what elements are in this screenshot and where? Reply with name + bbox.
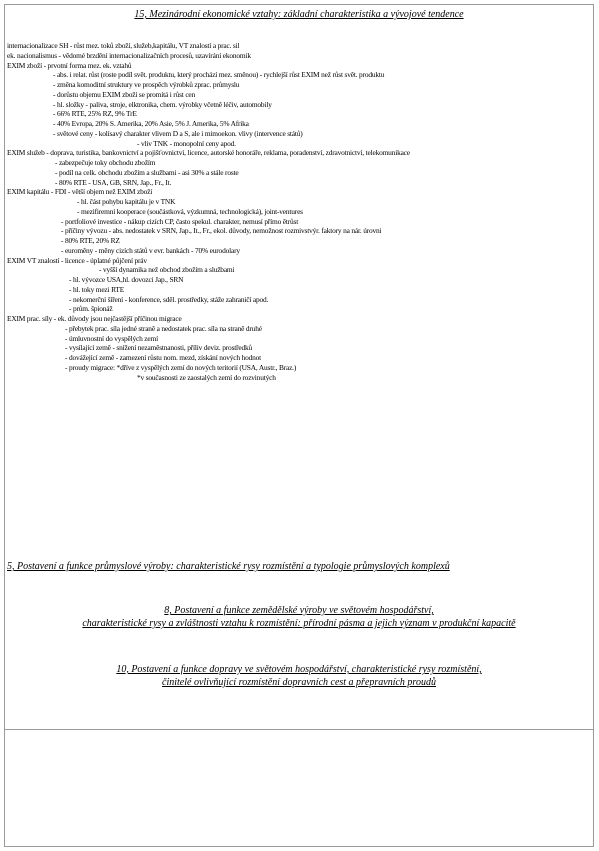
body-line: - 80% RTE, 20% RZ (61, 236, 120, 245)
body-line: - hl. vývozce USA,hl. dovozci Jap., SRN (69, 275, 184, 284)
section-15-title: 15, Mezinárodní ekonomické vztahy: základní charakteristika a vývojové tendence (134, 9, 464, 20)
body-line: - abs. i relat. růst (roste podíl svět. produktu, který prochází mez. směnou) - rychlejší růst EXIM než růst svět. produktu (53, 70, 385, 80)
body-line: EXIM zboží - prvotní forma mez. ek. vztahů (7, 60, 132, 70)
section-15-body (7, 41, 591, 382)
body-line: - prům. špionáž (69, 304, 113, 314)
section-5-title: 5, Postavení a funkce průmyslové výroby: charakteristické rysy rozmístění a typologie průmyslových komplexů (7, 561, 450, 572)
body-line: - portfoliové investice - nákup cizích CP, často spekul. charakter, nemusí přímo ětrůst (61, 216, 299, 226)
section-8-title-line-2: charakteristické rysy a zvláštnosti vztahu k rozmístění: přírodní pásma a jejich význam v produkční kapacitě (82, 618, 516, 629)
body-line: - hl. toky mezi RTE (69, 284, 125, 294)
body-line: - vyšší dynamika než obchod zbožím a službami (99, 265, 235, 275)
body-line: - přebytek prac. síla jedné straně a nedostatek prac. síla na straně druhé (65, 323, 262, 333)
section-8-title-line-1: 8, Postavení a funkce zemědělské výroby ve světovém hospodářství, (164, 605, 434, 616)
body-line: - 66% RTE, 25% RZ, 9% TrE (53, 109, 137, 119)
body-line: - mezifiremní kooperace (součástková, výzkumná, technologická), joint-ventures (77, 206, 303, 216)
body-line: - dorůstu objemu EXIM zboží se promítá i růst cen (53, 89, 196, 99)
body-line: - nekomerční šíření - konference, sděl. prostředky, stáže zahraničí apod. (69, 294, 269, 304)
body-line: - proudy migrace: *dříve z vyspělých zemí do nových teritorií (USA, Austr., Braz.) (65, 362, 297, 372)
body-line: - příčiny vývozu - abs. nedostatek v SRN, Jap., It., Fr., ekol. důvody, nemožnost rozmivstvýr. faktory na nár. úrovni (61, 226, 382, 236)
body-line: - změna komoditní struktury ve prospěch výrobků zprac. průmyslu (53, 80, 240, 89)
body-line: - vliv TNK - monopolní ceny apod. (137, 138, 236, 148)
body-line: - hl. část pohybu kapitálu je v TNK (77, 197, 176, 206)
body-line: - světové ceny - kolísavý charakter vlivem D a S, ale i mimoekon. vlivy (intervence států) (53, 128, 303, 138)
body-line: EXIM VT znalostí - licence - úplatné půjčení práv (7, 255, 147, 265)
body-line: - podíl na celk. obchodu zbožím a službami - asi 30% a stále roste (55, 167, 239, 177)
section-10-title-line-1: 10, Postavení a funkce dopravy ve světovém hospodářství, charakteristické rysy rozmístění, (116, 664, 482, 675)
body-line: - 80% RTE - USA, GB, SRN, Jap., Fr., It. (55, 177, 172, 187)
body-line: EXIM prac. síly - ek. důvody jsou nejčastější příčinou migrace (7, 314, 182, 323)
body-line: - vysílající země - snížení nezaměstnanosti, příliv deviz. prostředků (65, 343, 253, 353)
body-line: - hl. složky - paliva, stroje, elktronika, chem. výrobky včetně léčiv, automobily (53, 99, 272, 109)
section-10-title-line-2: činitelé ovlivňující rozmístění dopravních cest a přepravních proudů (162, 677, 436, 688)
document-page (4, 4, 594, 847)
body-line: EXIM služeb - doprava, turistika, bankovnictví a pojišťovnictví, licence, autorské honoráře, reklama, poradenství, zdravotnictví, telekomunikace (7, 148, 410, 158)
document-cell (5, 5, 593, 730)
body-line: EXIM kapitálu - FDI - větší objem než EXIM zboží (7, 187, 153, 197)
body-line: ek. nacionalismus - vědomé brzdění internacionalizačních procesů, uzavírání ekonomik (7, 50, 251, 60)
body-line: internacionalizace SH - růst mez. toků zboží, služeb,kapitálu, VT znalostí a prac. sil (7, 41, 240, 50)
body-line: - zabezpečuje toky obchodu zbožím (55, 158, 156, 167)
body-line: - euroměny - měny cizích států v evr. bankách - 70% eurodolary (61, 245, 240, 255)
body-line: - dovážející země - zamezení růstu nom. mezd, získání nových hodnot (65, 353, 262, 362)
body-line: - úmluvnostní do vyspělých zemí (65, 333, 158, 343)
body-line: *v současnosti ze zaostalých zemí do rozvinutých (137, 372, 276, 382)
body-line: - 40% Evropa, 20% S. Amerika, 20% Asie, 5% J. Amerika, 5% Afrika (53, 119, 249, 128)
